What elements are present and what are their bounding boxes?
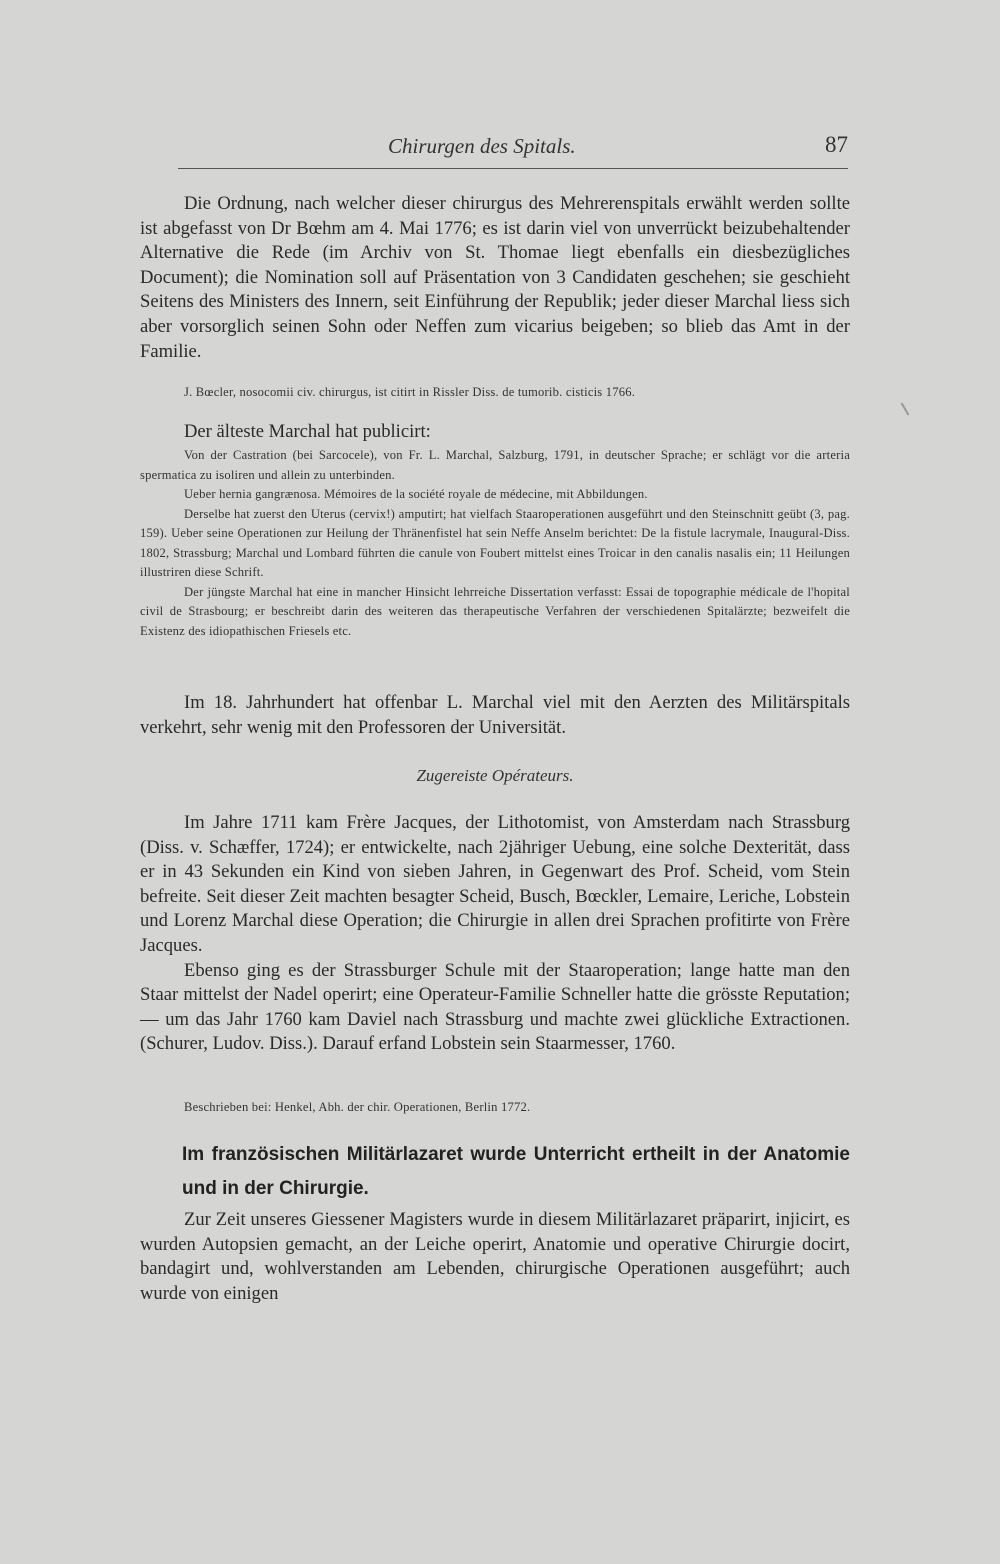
paragraph-text: Der älteste Marchal hat publicirt:	[184, 421, 431, 442]
paragraph-text: Im 18. Jahrhundert hat offenbar L. Marchal viel mit den Aerzten des Militärspitals verkehrt, sehr wenig mit den Professoren der Universität.	[140, 692, 850, 738]
footnote-text: Beschrieben bei: Henkel, Abh. der chir. Operationen, Berlin 1772.	[184, 1100, 531, 1114]
footnote-uterus: Derselbe hat zuerst den Uterus (cervix!) amputirt; hat vielfach Staaroperationen ausgeführt und den Steinschnitt geübt (3, pag. 159). Ueber seine Operationen zur Heilung der Thränenfistel hat sein Neffe Anselm berichtet: De la fistule lacrymale, Inaugural-Diss. 1802, Strassburg; Marchal und Lombard führten die canule von Foubert mittelst eines Troicar in den canalis nasalis ein; 11 Heilungen illustriren diese Schrift.	[140, 506, 850, 579]
margin-mark	[901, 402, 910, 415]
footnote-juengste-marchal: Der jüngste Marchal hat eine in mancher Hinsicht lehrreiche Dissertation verfasst: Essai de topographie médicale de l'hopital civil de Strasbourg; er beschreibt darin des weiteren das therapeutische Verfahren der verschiedenen Spitalärzte; bezweifelt die Existenz des idiopathischen Friesels etc.	[140, 584, 850, 638]
paragraph-giessener-magister	[140, 1208, 850, 1306]
footnote-castration: Von der Castration (bei Sarcocele), von Fr. L. Marchal, Salzburg, 1791, in deutscher Sprache; er schlägt vor die arteria spermatica zu isoliren und allein zu unterbinden.	[140, 448, 850, 482]
paragraph-text: Im Jahre 1711 kam Frère Jacques, der Lithotomist, von Amsterdam nach Strassburg (Diss. v. Schæffer, 1724); er entwickelte, nach 2jähriger Uebung, eine solche Dexterität, dass er in 43 Sekunden ein Kind von sieben Jahren, in Gegenwart des Prof. Scheid, vom Stein befreite. Seit dieser Zeit machten besagter Scheid, Busch, Bœckler, Lemaire, Leriche, Lobstein und Lorenz Marchal diese Operation; die Chirurgie in allen drei Sprachen profitirte von Frère Jacques.	[140, 812, 850, 956]
paragraph-18-jahrhundert	[140, 691, 850, 740]
paragraph-text: Die Ordnung, nach welcher dieser chirurgus des Mehrerenspitals erwählt werden sollte ist abgefasst von Dr Bœhm am 4. Mai 1776; es ist darin viel von unverrückt beizubehaltender Alternative die Rede (im Archiv von St. Thomae liegt ebenfalls ein diesbezügliches Document); die Nomination soll auf Präsentation von 3 Candidaten geschehen; sie geschieht Seitens des Ministers des Innern, seit Einführung der Republik; jeder dieser Marchal liess sich aber vorsorglich seinen Sohn oder Neffen zum vicarius beigeben; so blieb das Amt in der Familie.	[140, 193, 850, 362]
footnote-hernia: Ueber hernia gangrænosa. Mémoires de la société royale de médecine, mit Abbildungen.	[184, 487, 648, 501]
paragraph-staaroperation: Ebenso ging es der Strassburger Schule mit der Staaroperation; lange hatte man den Staar mittelst der Nadel operirt; eine Operateur-Familie Schneller hatte die grösste Reputation; — um das Jahr 1760 kam Daviel nach Strassburg und machte zwei glückliche Extractionen. (Schurer, Ludov. Diss.). Darauf erfand Lobstein sein Staarmesser, 1760.	[140, 959, 850, 1055]
section-heading: Im französischen Militärlazaret wurde Unterricht ertheilt in der Anatomie und in der Chirurgie.	[182, 1144, 850, 1199]
running-title: Chirurgen des Spitals.	[388, 134, 576, 158]
page-header	[178, 128, 848, 169]
paragraph-ordnung	[140, 192, 850, 364]
footnote-henkel	[140, 1098, 850, 1118]
page-number: 87	[825, 132, 848, 157]
paragraph-text: Zur Zeit unseres Giessener Magisters wurde in diesem Militärlazaret präparirt, injicirt, es wurden Autopsien gemacht, an der Leiche operirt, Anatomie und operative Chirurgie docirt, bandagirt und, wohlverstanden am Lebenden, chirurgische Operationen ausgeführt; auch wurde von einigen	[140, 1209, 850, 1304]
footnote-block-marchal	[140, 446, 850, 641]
paragraph-frere-jacques	[140, 811, 850, 1057]
section-subtitle: Zugereiste Opérateurs.	[416, 766, 574, 785]
footnote-boecler	[140, 383, 850, 403]
paragraph-aelteste-marchal	[140, 420, 850, 445]
footnote-text: J. Bœcler, nosocomii civ. chirurgus, ist citirt in Rissler Diss. de tumorib. cisticis 1766.	[184, 385, 636, 399]
